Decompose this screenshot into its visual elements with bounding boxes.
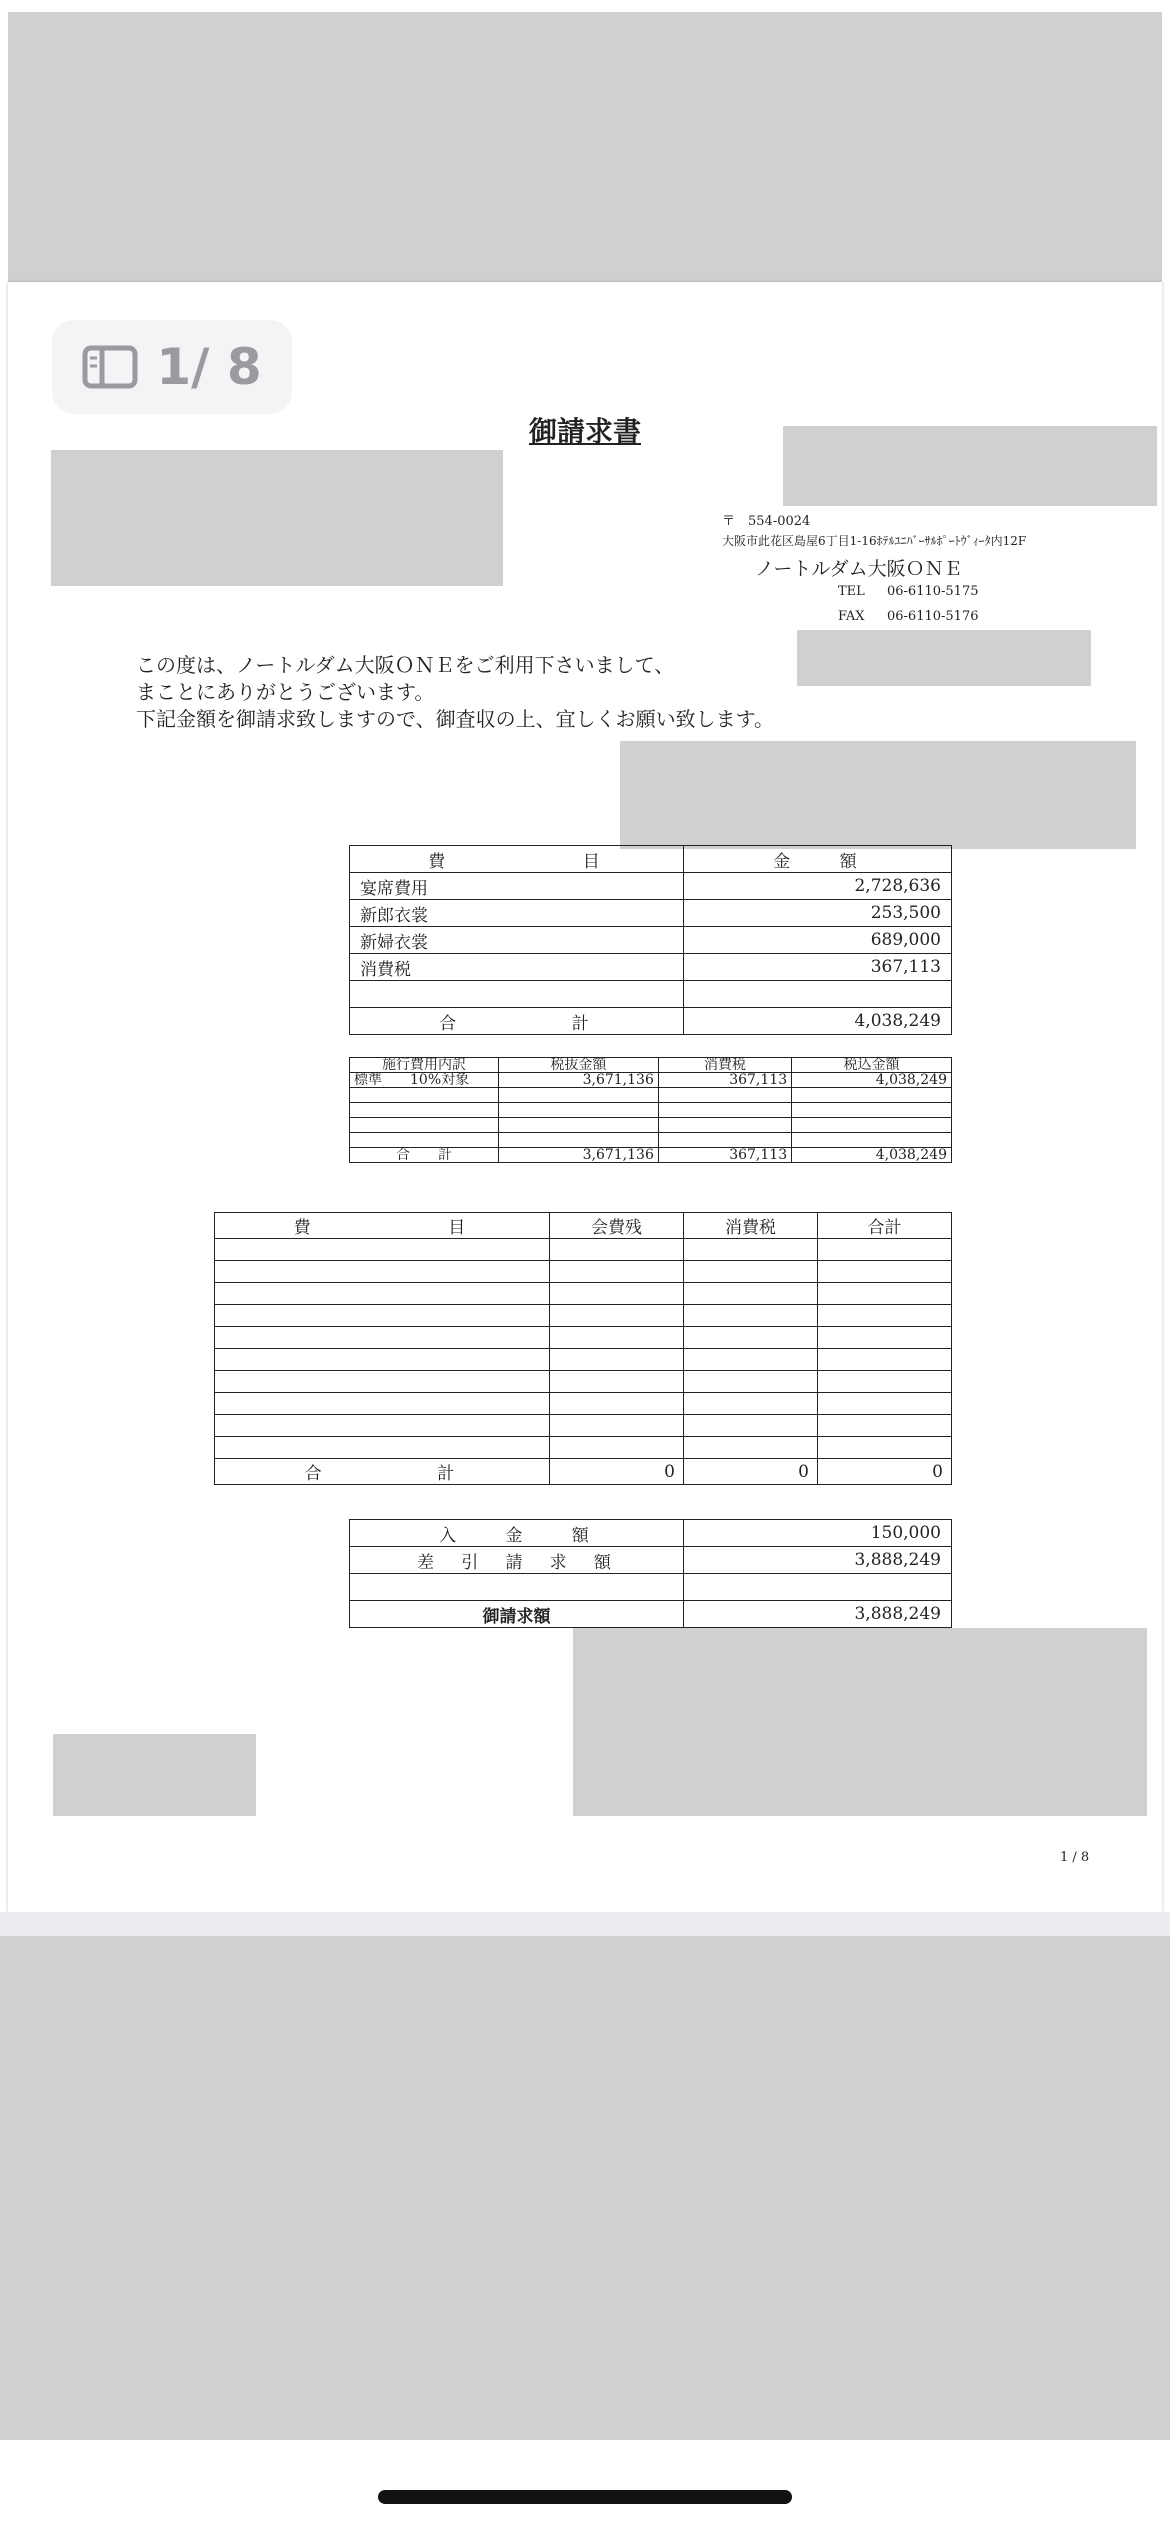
total-row	[350, 1148, 952, 1163]
item-amount: 367,113	[684, 954, 952, 981]
page-indicator-text: 1/ 8	[156, 338, 262, 396]
header-cell: 税抜金額	[499, 1058, 659, 1073]
header-cell: 施行費用内訳	[350, 1058, 499, 1073]
table-row	[350, 900, 952, 927]
charges-table	[349, 845, 952, 1035]
table-row	[350, 1103, 952, 1118]
table-row	[350, 1088, 952, 1103]
table-row	[350, 1133, 952, 1148]
table-row	[350, 1547, 952, 1574]
table-header	[215, 1213, 952, 1239]
page-separator	[0, 1912, 1170, 1936]
header-cell: 税込金額	[792, 1058, 952, 1073]
received-label: 入 金 額	[350, 1520, 684, 1547]
header-cell: 会費残	[550, 1213, 684, 1239]
extra-charges-table	[214, 1212, 952, 1485]
total-label: 合 計	[215, 1459, 550, 1485]
redacted-box	[53, 1734, 256, 1816]
total-balance: 0	[550, 1459, 684, 1485]
tax-included: 4,038,249	[792, 1073, 952, 1088]
sender-fax: 06-6110-5176	[887, 609, 979, 624]
table-row	[350, 981, 952, 1008]
sender-name: ノートルダム大阪ＯＮＥ	[755, 558, 963, 580]
header-amount: 金 額	[684, 846, 952, 873]
header-cell: 費 目	[215, 1213, 550, 1239]
document-title: 御請求書	[528, 415, 641, 448]
item-name: 宴席費用	[350, 873, 684, 900]
table-row	[350, 1574, 952, 1601]
tax-amount: 367,113	[658, 1073, 791, 1088]
item-name: 新婦衣裳	[350, 927, 684, 954]
redacted-box	[783, 426, 1157, 506]
item-amount: 2,728,636	[684, 873, 952, 900]
total-label: 合 計	[350, 1008, 684, 1035]
table-row	[215, 1393, 952, 1415]
table-row	[215, 1283, 952, 1305]
greeting-line: この度は、ノートルダム大阪ＯＮＥをご利用下さいまして、	[136, 653, 675, 677]
sender-fax-label: FAX	[838, 609, 865, 624]
total-excluded: 3,671,136	[499, 1148, 659, 1163]
total-sum: 0	[818, 1459, 952, 1485]
greeting	[136, 652, 774, 733]
table-row	[350, 1118, 952, 1133]
table-row	[350, 927, 952, 954]
item-amount: 689,000	[684, 927, 952, 954]
total-amount: 4,038,249	[684, 1008, 952, 1035]
total-row	[215, 1459, 952, 1485]
total-label: 合 計	[350, 1148, 499, 1163]
final-amount: 3,888,249	[684, 1601, 952, 1628]
table-row	[215, 1327, 952, 1349]
balance-amount: 3,888,249	[684, 1547, 952, 1574]
sidebar-icon	[82, 345, 138, 389]
total-included: 4,038,249	[792, 1148, 952, 1163]
greeting-line: まことにありがとうございます。	[136, 680, 435, 704]
table-row	[215, 1415, 952, 1437]
table-row	[215, 1349, 952, 1371]
received-amount: 150,000	[684, 1520, 952, 1547]
total-row	[350, 1008, 952, 1035]
table-row	[215, 1371, 952, 1393]
redacted-box	[573, 1628, 1147, 1816]
home-indicator[interactable]	[378, 2490, 792, 2504]
tax-excluded: 3,671,136	[499, 1073, 659, 1088]
tax-breakdown-table	[349, 1057, 952, 1163]
balance-label: 差 引 請 求 額	[350, 1547, 684, 1574]
header-cell: 合計	[818, 1213, 952, 1239]
sender-address: 大阪市此花区島屋6丁目1-16ﾎﾃﾙﾕﾆﾊﾞｰｻﾙﾎﾟｰﾄｳﾞｨｰﾀ内12F	[722, 534, 1027, 548]
item-amount: 253,500	[684, 900, 952, 927]
table-header	[350, 1058, 952, 1073]
sender-tel-label: TEL	[838, 584, 865, 599]
greeting-line: 下記金額を御請求致しますので、御査収の上、宜しくお願い致します。	[136, 707, 774, 731]
table-row	[215, 1305, 952, 1327]
sender-postal: 〒 554-0024	[722, 514, 811, 529]
next-page-area	[0, 1936, 1170, 2440]
total-tax: 0	[684, 1459, 818, 1485]
tax-category: 標準 10%対象	[350, 1073, 499, 1088]
redacted-box	[620, 741, 1136, 849]
total-tax: 367,113	[658, 1148, 791, 1163]
table-row	[350, 954, 952, 981]
summary-table	[349, 1519, 952, 1628]
header-cell: 消費税	[684, 1213, 818, 1239]
table-row	[215, 1239, 952, 1261]
table-row	[215, 1261, 952, 1283]
footer-page-number: 1 / 8	[1060, 1850, 1090, 1865]
redacted-box	[797, 630, 1091, 686]
item-name: 消費税	[350, 954, 684, 981]
final-row	[350, 1601, 952, 1628]
final-label: 御請求額	[350, 1601, 684, 1628]
item-name: 新郎衣裳	[350, 900, 684, 927]
redacted-recipient	[51, 450, 503, 586]
table-row	[350, 873, 952, 900]
sender-tel: 06-6110-5175	[887, 584, 979, 599]
page-indicator[interactable]	[52, 320, 292, 414]
header-item: 費 目	[350, 846, 684, 873]
table-row	[350, 1073, 952, 1088]
table-row	[350, 1520, 952, 1547]
table-header	[350, 846, 952, 873]
previous-page-area	[8, 12, 1162, 282]
table-row	[215, 1437, 952, 1459]
header-cell: 消費税	[658, 1058, 791, 1073]
